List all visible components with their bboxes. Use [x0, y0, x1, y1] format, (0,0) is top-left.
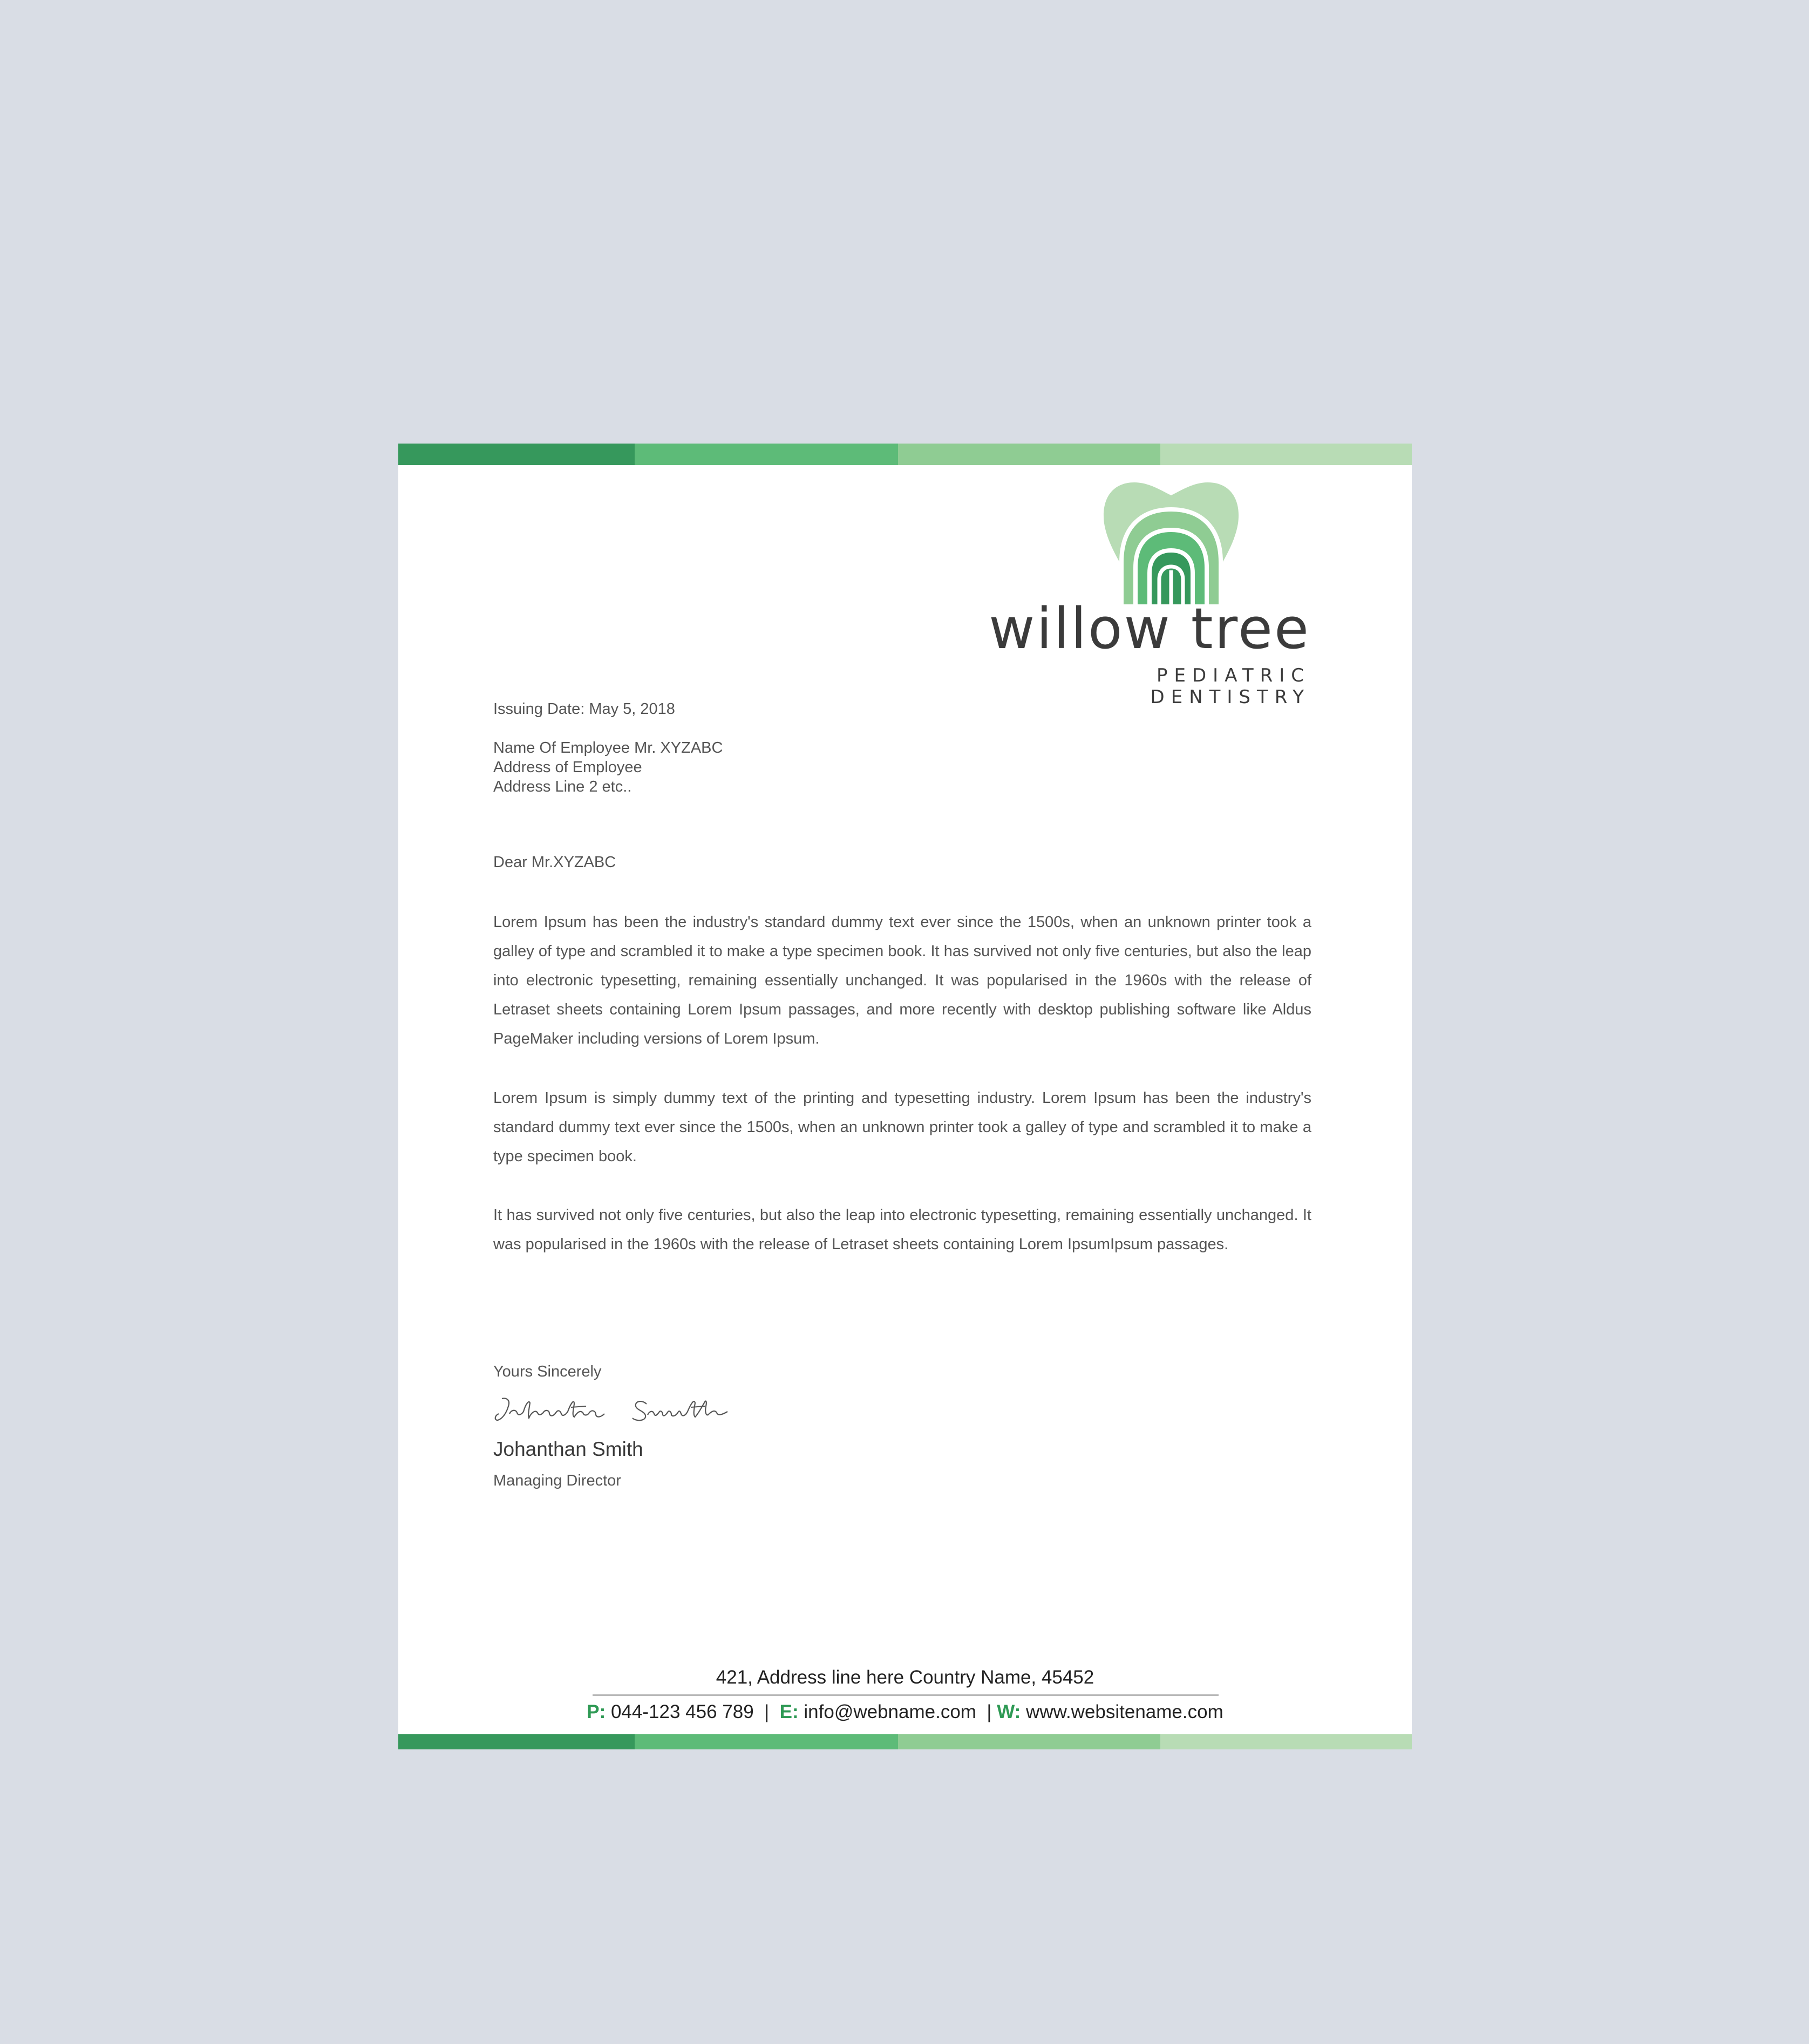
letterhead-page	[398, 444, 1412, 1749]
contact-separator: |	[987, 1701, 992, 1722]
web-label: W:	[997, 1701, 1021, 1722]
brand-name: willow tree	[989, 596, 1310, 662]
bar-segment	[1160, 444, 1412, 465]
bar-segment	[635, 1734, 898, 1749]
bar-segment	[398, 1734, 635, 1749]
bar-segment	[635, 444, 898, 465]
footer-address: 421, Address line here Country Name, 45452	[716, 1667, 1094, 1688]
recipient-name: Name Of Employee Mr. XYZABC	[493, 739, 723, 757]
closing: Yours Sincerely	[493, 1363, 602, 1380]
phone-label: P:	[587, 1701, 606, 1722]
salutation: Dear Mr.XYZABC	[493, 854, 616, 871]
handwritten-signature	[490, 1388, 738, 1431]
brand-tagline: PEDIATRIC DENTISTRY	[1150, 665, 1310, 708]
email-address: info@webname.com	[804, 1701, 976, 1722]
body-paragraph-1: Lorem Ipsum has been the industry's standard dummy text ever since the 1500s, when an unknown printer took a galley of type and scrambled it to make a type specimen book. It has survived not only five centuries, but also the leap into electronic typesetting, remaining essentially unchanged. It was popularised in the 1960s with the release of Letraset sheets containing Lorem Ipsum passages, and more recently with desktop publishing software like Aldus PageMaker including versions of Lorem Ipsum.	[493, 914, 1311, 1047]
top-color-bar	[398, 444, 1412, 465]
footer-contact-line	[398, 1700, 1412, 1725]
recipient-block	[493, 738, 723, 796]
footer-divider	[593, 1694, 1219, 1696]
body-paragraph-2: Lorem Ipsum is simply dummy text of the printing and typesetting industry. Lorem Ipsum has been the industry's standard dummy text ever since the 1500s, when an unknown printer took a galley of type and scrambled it to make a type specimen book.	[493, 1089, 1311, 1165]
brand-logo	[987, 481, 1310, 708]
website-address: www.websitename.com	[1026, 1701, 1223, 1722]
signer-name: Johanthan Smith	[493, 1438, 643, 1460]
phone-number: 044-123 456 789	[610, 1701, 754, 1722]
bar-segment	[398, 444, 635, 465]
recipient-address-line-2: Address Line 2 etc..	[493, 778, 632, 795]
email-label: E:	[779, 1701, 799, 1722]
bar-segment	[898, 1734, 1160, 1749]
tooth-willow-icon	[1101, 481, 1241, 609]
recipient-address-line-1: Address of Employee	[493, 759, 642, 776]
issuing-date: Issuing Date: May 5, 2018	[493, 700, 675, 718]
signer-title: Managing Director	[493, 1472, 621, 1489]
bar-segment	[1160, 1734, 1412, 1749]
contact-separator: |	[764, 1701, 770, 1722]
bottom-color-bar	[398, 1734, 1412, 1749]
body-paragraph-3: It has survived not only five centuries, but also the leap into electronic typesetting, remaining essentially unchanged. It was popularised in the 1960s with the release of Letraset sheets containing Lorem IpsumIpsum passages.	[493, 1207, 1311, 1253]
bar-segment	[898, 444, 1160, 465]
